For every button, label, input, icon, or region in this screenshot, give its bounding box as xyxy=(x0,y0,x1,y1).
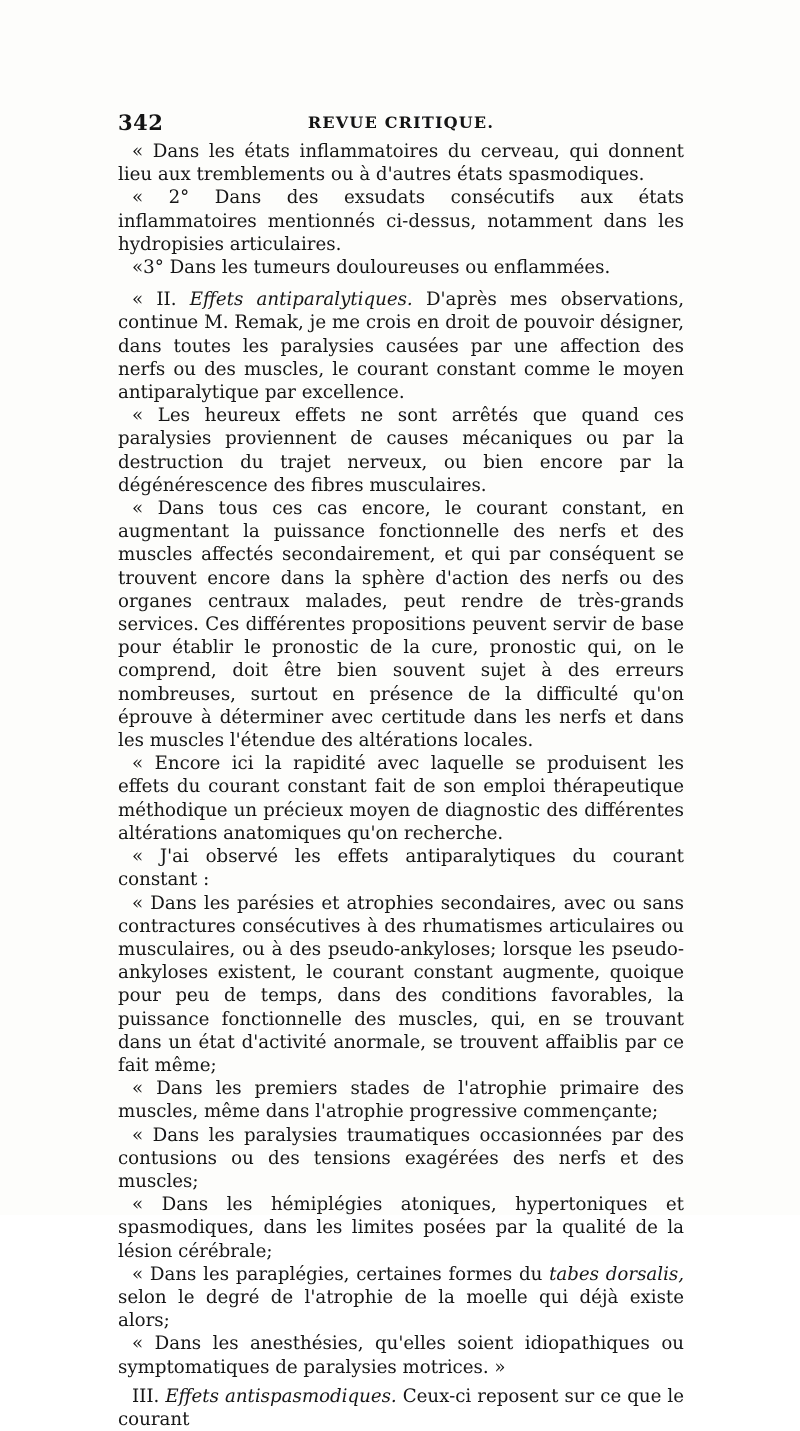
page-number: 342 xyxy=(118,110,164,135)
paragraph-paralysies-traumatiques: « Dans les paralysies traumatiques occasionnées par des contusions ou des tensions exagérées des nerfs et des muscles; xyxy=(118,1124,684,1192)
paragraph-hemiplegies: « Dans les hémiplégies atoniques, hypertoniques et spasmodiques, dans les limites posées par la qualité de la lésion cérébrale; xyxy=(118,1194,684,1262)
page-header xyxy=(118,110,684,136)
paragraph-text: selon le degré de l'atrophie de la moelle qui déjà existe alors; xyxy=(118,1286,684,1332)
section-title: Effets antispasmodiques. xyxy=(165,1385,397,1407)
paragraph-antispasmodic-heading xyxy=(118,1385,684,1431)
italic-term: tabes dorsalis, xyxy=(549,1263,684,1285)
paragraph-paraplegies xyxy=(118,1263,684,1333)
paragraph-text: Ceux-ci reposent sur ce que le courant xyxy=(118,1385,684,1430)
paragraph-tous-ces-cas: « Dans tous ces cas encore, le courant constant, en augmentant la puissance fonctionnelle des nerfs et des muscles affectés secondairement, et qui par conséquent se trouvent encore dans la sphère d'action des nerfs ou des organes centraux malades, peut rendre de très-grands services. Ces différentes propositions peuvent servir de base pour établir le pronostic de la cure, pronostic qui, on le comprend, doit être bien souvent sujet à des erreurs nombreuses, surtout en présence de la difficulté qu'on éprouve à déterminer avec certitude dans les nerfs et dans les muscles l'étendue des altérations locales. xyxy=(118,498,684,752)
body-text xyxy=(118,140,684,1431)
running-head: REVUE CRITIQUE. xyxy=(307,113,495,132)
paragraph-tumeurs: «3° Dans les tumeurs douloureuses ou enflammées. xyxy=(132,257,611,279)
paragraph-paresies: « Dans les parésies et atrophies secondaires, avec ou sans contractures consécutives à des rhumatismes articulaires ou musculaires, ou à des pseudo-ankyloses; lorsque les pseudo-ankyloses existent, le courant constant augmente, quoique pour peu de temps, dans des conditions favorables, la puissance fonctionnelle des muscles, qui, en se trouvant dans un état d'activité anormale, se trouvent affaiblis par ce fait même; xyxy=(118,892,684,1076)
paragraph-exsudats: « 2° Dans des exsudats consécutifs aux états inflammatoires mentionnés ci-dessus, notamment dans les hydropisies articulaires. xyxy=(118,187,684,255)
paragraph-premiers-stades: « Dans les premiers stades de l'atrophie primaire des muscles, même dans l'atrophie progressive commençante; xyxy=(118,1078,684,1123)
paragraph-antiparalytic-heading xyxy=(118,288,684,404)
paragraph-rapidite: « Encore ici la rapidité avec laquelle se produisent les effets du courant constant fait de son emploi thérapeutique méthodique un précieux moyen de diagnostic des différentes altérations anatomiques qu'on recherche. xyxy=(118,753,684,844)
section-number: III. xyxy=(132,1385,166,1407)
paragraph-heureux-effets: « Les heureux effets ne sont arrêtés que quand ces paralysies proviennent de causes mécaniques ou par la destruction du trajet nerveux, ou bien encore par la dégénérescence des fibres musculaires. xyxy=(118,405,684,496)
paragraph-text: D'après mes observations, continue M. Remak, je me crois en droit de pouvoir désigner, dans toutes les paralysies causées par une affection des nerfs ou des muscles, le courant constant comme le moyen antiparalytique par excellence. xyxy=(118,289,685,404)
section-title: Effets antiparalytiques. xyxy=(189,289,413,311)
paragraph-text: « Dans les paraplégies, certaines formes du xyxy=(132,1263,550,1285)
section-number: « II. xyxy=(132,289,190,311)
paragraph-observe: « J'ai observé les effets antiparalytiques du courant constant : xyxy=(118,846,684,891)
paragraph-inflammatory-brain: « Dans les états inflammatoires du cerveau, qui donnent lieu aux tremblements ou à d'autres états spasmodiques. xyxy=(118,141,684,186)
paragraph-anesthesies: « Dans les anesthésies, qu'elles soient idiopathiques ou symptomatiques de paralysies motrices. » xyxy=(118,1333,684,1378)
